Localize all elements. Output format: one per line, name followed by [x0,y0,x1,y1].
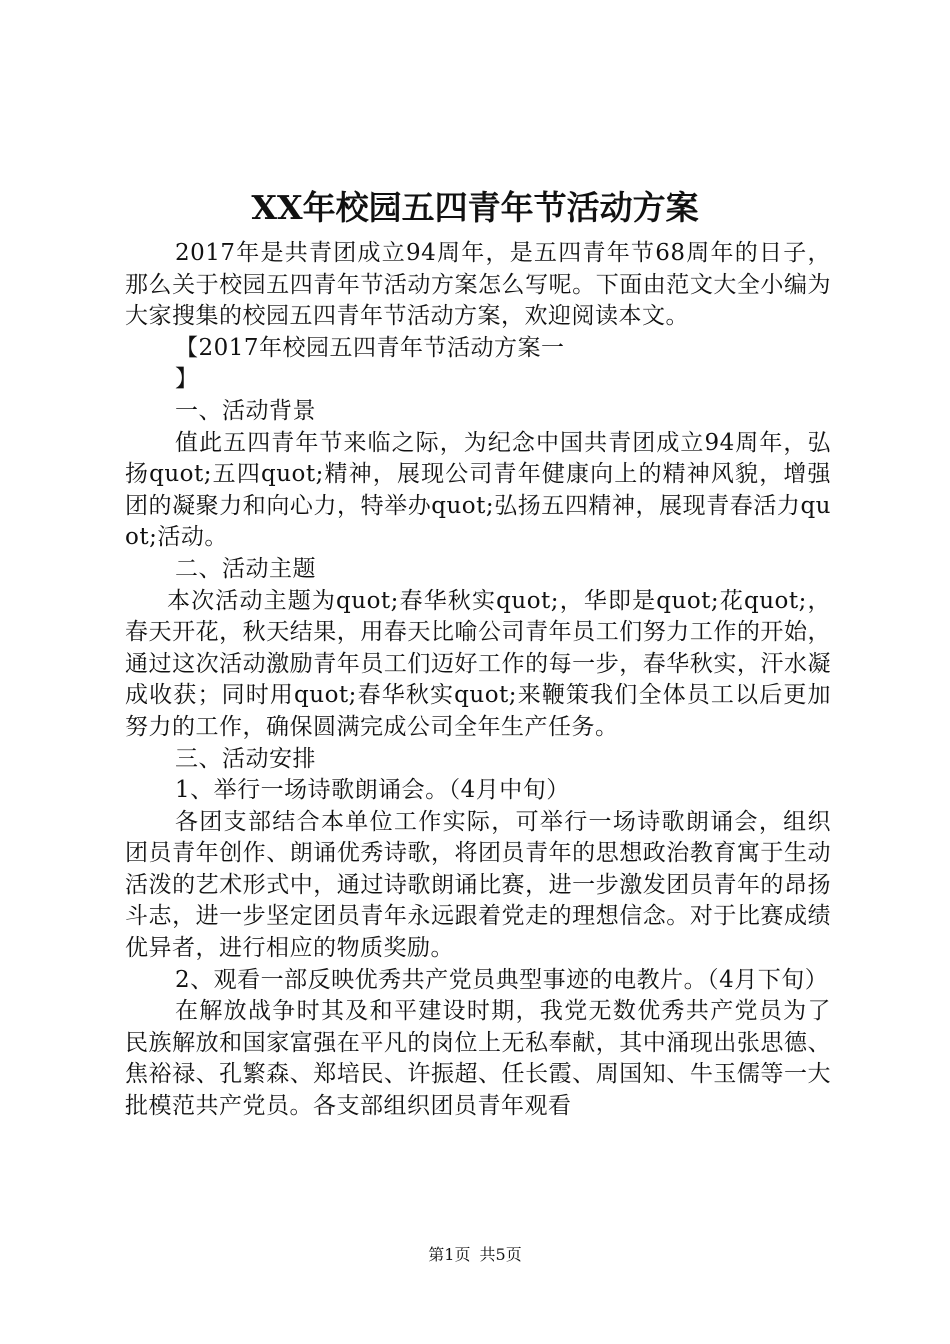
page-footer [0,1244,950,1266]
document-title: XX年校园五四青年节活动方案 [251,188,699,227]
section-heading-bracket: 】 [175,366,199,393]
section-heading-plan-one: 【2017年校园五四青年节活动方案一 [175,334,565,361]
page-total: 共5页 [479,1245,522,1264]
page-number: 第1页 [428,1245,471,1264]
film-paragraph: 在解放战争时其及和平建设时期，我党无数优秀共产党员为了民族解放和国家富强在平凡的岗位上无私奉献，其中涌现出张思德、焦裕禄、孔繁森、郑培民、许振超、任长霞、周国知、牛玉儒等一大批模范共产党员。各支部组织团员青年观看 [125,998,831,1120]
heading-theme: 二、活动主题 [175,555,316,582]
item-film-viewing: 2、观看一部反映优秀共产党员典型事迹的电教片。（4月下旬） [175,966,829,993]
item-poetry-recital: 1、举行一场诗歌朗诵会。（4月中旬） [175,777,570,804]
intro-paragraph: 2017年是共青团成立94周年，是五四青年节68周年的日子，那么关于校园五四青年节活动方案怎么写呢。下面由范文大全小编为大家搜集的校园五四青年节活动方案，欢迎阅读本文。 [125,240,831,330]
document-body [125,238,831,1123]
poetry-paragraph: 各团支部结合本单位工作实际，可举行一场诗歌朗诵会，组织团员青年创作、朗诵优秀诗歌，将团员青年的思想政治教育寓于生动活泼的艺术形式中，通过诗歌朗诵比赛，进一步激发团员青年的昂扬斗志，进一步坚定团员青年永远跟着党走的理想信念。对于比赛成绩优异者，进行相应的物质奖励。 [125,808,831,962]
theme-paragraph: 本次活动主题为quot;春华秋实quot;，华即是quot;花quot;，春天开花，秋天结果，用春天比喻公司青年员工们努力工作的开始，通过这次活动激励青年员工们迈好工作的每一步，春华秋实，汗水凝成收获；同时用quot;春华秋实quot;来鞭策我们全体员工以后更加努力的工作，确保圆满完成公司全年生产任务。 [125,587,831,740]
background-paragraph: 值此五四青年节来临之际，为纪念中国共青团成立94周年，弘扬quot;五四quot;精神，展现公司青年健康向上的精神风貌，增强团的凝聚力和向心力，特举办quot;弘扬五四精神，展现青春活力quot;活动。 [125,429,831,551]
heading-background: 一、活动背景 [175,397,316,424]
heading-arrangement: 三、活动安排 [175,745,316,772]
